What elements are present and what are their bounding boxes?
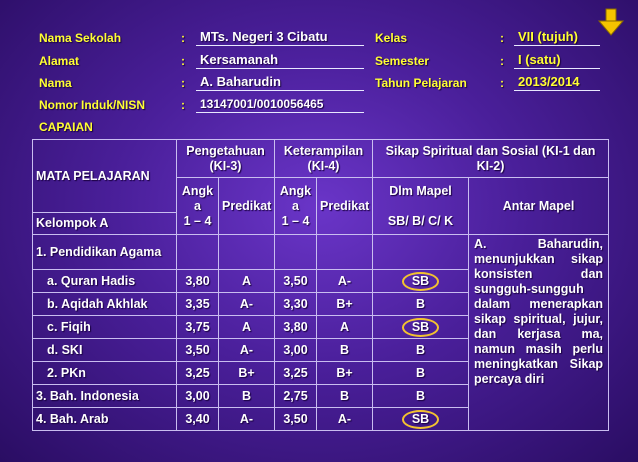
kelompok-label: Kelompok A — [33, 213, 177, 235]
predikat-cell: A- — [219, 408, 275, 431]
range-label: 1 – 4 — [183, 213, 212, 228]
angka-cell: 3,30 — [275, 293, 317, 316]
range-label: 1 – 4 — [281, 213, 310, 228]
predikat-cell: A — [219, 316, 275, 339]
nomor-induk-value: 13147001/0010056465 — [196, 96, 364, 113]
semester-label: Semester — [375, 54, 430, 68]
angka-cell: 3,25 — [275, 362, 317, 385]
predikat-header: Predikat — [317, 178, 373, 235]
sb-options-label: SB/ B/ C/ K — [387, 213, 454, 228]
score-cell — [177, 235, 219, 270]
highlight-circle: SB — [402, 318, 439, 337]
semester-value: I (satu) — [514, 52, 600, 69]
angka-cell: 3,25 — [177, 362, 219, 385]
nama-sekolah-value: MTs. Negeri 3 Cibatu — [196, 29, 364, 46]
dlm-mapel-cell — [373, 270, 469, 293]
tahun-pelajaran-value: 2013/2014 — [514, 74, 600, 91]
angka-header — [177, 178, 219, 235]
predikat-cell: B+ — [317, 362, 373, 385]
subject-cell: 1. Pendidikan Agama — [33, 235, 177, 270]
capaian-table — [32, 139, 609, 431]
angka-cell: 3,00 — [275, 339, 317, 362]
predikat-cell: B — [317, 385, 373, 408]
dlm-mapel-cell: B — [373, 293, 469, 316]
mata-pelajaran-header: MATA PELAJARAN — [33, 140, 177, 213]
angka-cell: 3,80 — [275, 316, 317, 339]
angka-cell: 3,50 — [275, 270, 317, 293]
predikat-cell: B+ — [317, 293, 373, 316]
nama-value: A. Baharudin — [196, 74, 364, 91]
predikat-cell: B — [317, 339, 373, 362]
alamat-value: Kersamanah — [196, 52, 364, 69]
dlm-mapel-label: Dlm Mapel — [389, 183, 452, 198]
kelas-label: Kelas — [375, 31, 408, 45]
subject-cell: d. SKI — [33, 339, 177, 362]
dlm-mapel-header — [373, 178, 469, 235]
tahun-pelajaran-label: Tahun Pelajaran — [375, 76, 467, 90]
highlight-circle: SB — [402, 272, 439, 291]
colon: : — [500, 54, 504, 68]
angka-cell: 3,40 — [177, 408, 219, 431]
subject-cell: a. Quran Hadis — [33, 270, 177, 293]
dlm-mapel-cell: B — [373, 362, 469, 385]
angka-cell: 3,75 — [177, 316, 219, 339]
predikat-cell: A — [219, 270, 275, 293]
predikat-cell: A — [317, 316, 373, 339]
nomor-induk-label: Nomor Induk/NISN — [39, 98, 146, 112]
antar-mapel-description: A. Baharudin, menunjukkan sikap konsisten dan sungguh-sungguh dalam menerapkan sikap spiritual, jujur, dan kerjasa ma, namun masih perlu meningkatkan Sikap percaya diri — [469, 235, 609, 431]
kelas-value: VII (tujuh) — [514, 29, 600, 46]
dlm-mapel-cell — [373, 408, 469, 431]
angka-cell: 2,75 — [275, 385, 317, 408]
subject-cell: b. Aqidah Akhlak — [33, 293, 177, 316]
dlm-mapel-cell: B — [373, 339, 469, 362]
nama-sekolah-label: Nama Sekolah — [39, 31, 122, 45]
colon: : — [500, 31, 504, 45]
subject-cell: 3. Bah. Indonesia — [33, 385, 177, 408]
dlm-mapel-cell — [373, 316, 469, 339]
pengetahuan-header: Pengetahuan (KI-3) — [177, 140, 275, 178]
score-cell — [317, 235, 373, 270]
colon: : — [500, 76, 504, 90]
score-cell — [219, 235, 275, 270]
capaian-label: CAPAIAN — [39, 120, 93, 134]
keterampilan-header: Keterampilan (KI-4) — [275, 140, 373, 178]
subject-cell: 2. PKn — [33, 362, 177, 385]
score-cell — [373, 235, 469, 270]
arrow-down-icon[interactable] — [598, 8, 624, 36]
sikap-header: Sikap Spiritual dan Sosial (KI-1 dan KI-2) — [373, 140, 609, 178]
angka-header — [275, 178, 317, 235]
nama-label: Nama — [39, 76, 72, 90]
colon: : — [181, 31, 185, 45]
angka-label: Angka — [181, 183, 214, 213]
colon: : — [181, 54, 185, 68]
dlm-mapel-cell: B — [373, 385, 469, 408]
angka-label: Angka — [279, 183, 312, 213]
predikat-cell: B+ — [219, 362, 275, 385]
predikat-cell: A- — [219, 293, 275, 316]
colon: : — [181, 98, 185, 112]
predikat-header: Predikat — [219, 178, 275, 235]
predikat-cell: B — [219, 385, 275, 408]
highlight-circle: SB — [402, 410, 439, 429]
subject-cell: c. Fiqih — [33, 316, 177, 339]
angka-cell: 3,00 — [177, 385, 219, 408]
colon: : — [181, 76, 185, 90]
antar-mapel-header: Antar Mapel — [469, 178, 609, 235]
angka-cell: 3,80 — [177, 270, 219, 293]
subject-cell: 4. Bah. Arab — [33, 408, 177, 431]
score-cell — [275, 235, 317, 270]
predikat-cell: A- — [317, 270, 373, 293]
angka-cell: 3,35 — [177, 293, 219, 316]
angka-cell: 3,50 — [177, 339, 219, 362]
predikat-cell: A- — [317, 408, 373, 431]
angka-cell: 3,50 — [275, 408, 317, 431]
alamat-label: Alamat — [39, 54, 80, 68]
predikat-cell: A- — [219, 339, 275, 362]
